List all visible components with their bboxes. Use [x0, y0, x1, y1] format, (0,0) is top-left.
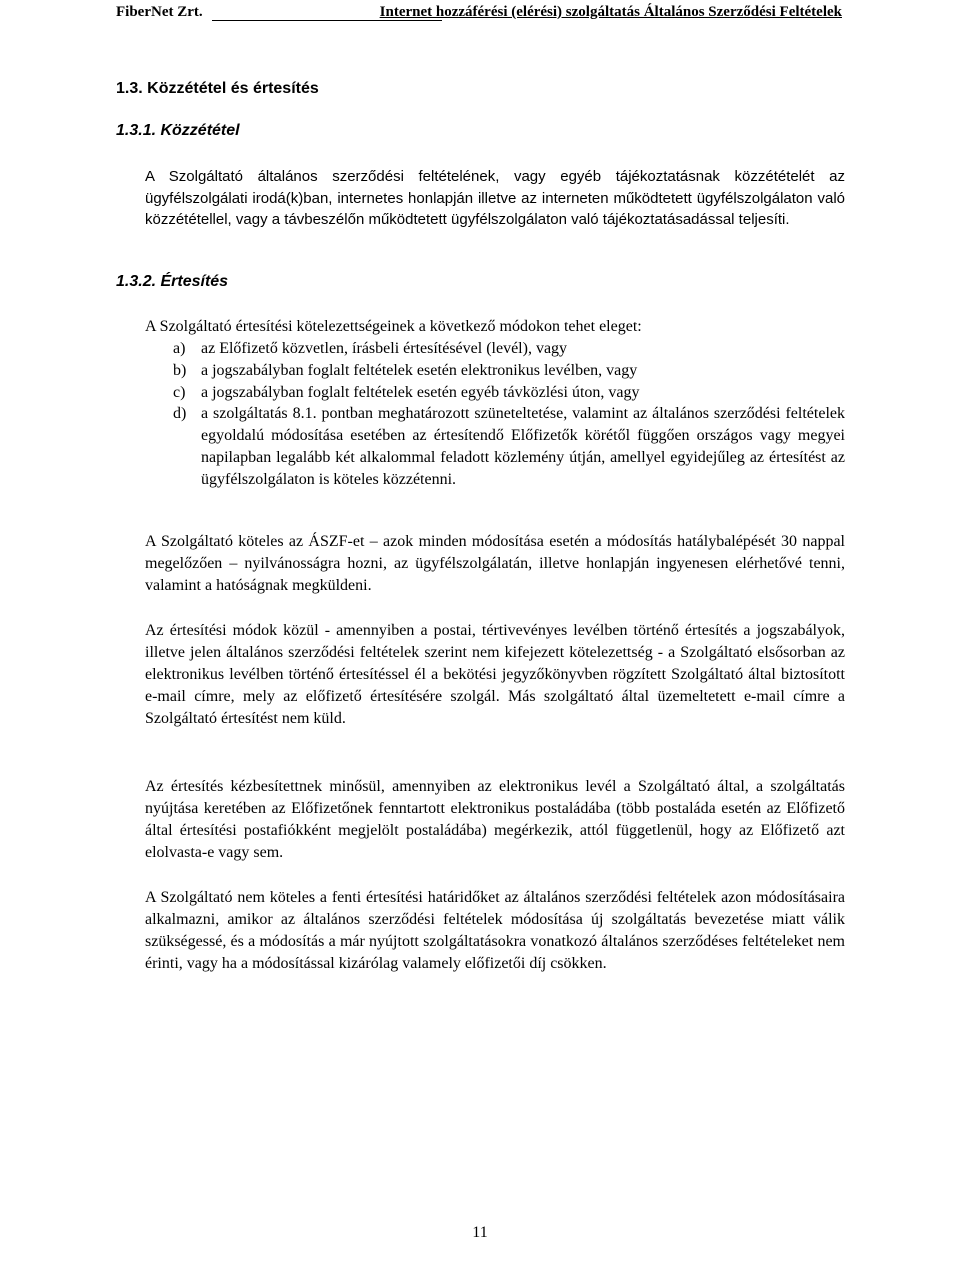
list-marker: b) [173, 361, 187, 379]
list-item-text: a jogszabályban foglalt feltételek esetén egyéb távközlési úton, vagy [201, 383, 640, 401]
list-marker: a) [173, 340, 186, 357]
notification-methods-paragraph: Az értesítési módok közül - amennyiben a postai, tértivevényes levélben történő értesítés a jogszabályok, illetve jelen általános szerződési feltételek szerint nem kifejezett kötelezettség - a Szolgáltató elsősorban az elektronikus levélben történő értesítéssel él a bekötési jegyzőkönyvben rögzített Szolgáltató által biztosított e-mail címre, mely az előfizető értesítésére szolgál. Más szolgáltató által üzemeltetett e-mail címre a Szolgáltató értesítést nem küld. [145, 622, 845, 727]
list-item-text: a jogszabályban foglalt feltételek esetén elektronikus levélben, vagy [201, 361, 638, 379]
publication-paragraph: A Szolgáltató általános szerződési feltételének, vagy egyéb tájékoztatásnak közzétételét az ügyfélszolgálati irodá(k)ban, internetes honlapján illetve az interneten működtetett ügyfélszolgálaton való közzététellel, vagy a távbeszélőn működtetett ügyfélszolgálaton való tájékoztatásadással teljesíti. [145, 168, 845, 228]
exemption-paragraph: A Szolgáltató nem köteles a fenti értesítési határidőket az általános szerződési feltételek azon módosításaira alkalmazni, amikor az általános szerződési feltételek módosítása új szolgáltatás bevezetése miatt válik szükségessé, és a módosítás a már nyújtott szolgáltatásokra vonatkozó általános szerződéses feltételeket nem érinti, vagy ha a módosítással kizárólag valamely előfizetői díj csökken. [145, 889, 845, 972]
page-header [116, 4, 842, 24]
header-company: FiberNet Zrt. [116, 4, 203, 20]
list-item [145, 360, 845, 382]
section-heading: 1.3. Közzététel és értesítés [116, 80, 319, 97]
notification-methods-list [145, 338, 845, 491]
list-item [145, 382, 845, 404]
aszf-publication-paragraph: A Szolgáltató köteles az ÁSZF-et – azok minden módosítása esetén a módosítás hatálybalépését 30 nappal megelőzően – nyilvánosságra hozni, az ügyfélszolgálatán, illetve honlapján ingyenesen elérhetővé tenni, valamint a hatóságnak megküldeni. [145, 533, 845, 594]
subsection-heading-notification: 1.3.2. Értesítés [116, 273, 229, 290]
list-marker: d) [173, 405, 187, 423]
subsection-heading-publication: 1.3.1. Közzététel [116, 122, 240, 139]
header-title: Internet hozzáférési (elérési) szolgáltatás Általános Szerződési Feltételek [379, 4, 842, 20]
list-item-text: az Előfizető közvetlen, írásbeli értesítésével (levél), vagy [201, 340, 568, 357]
list-item-text: a szolgáltatás 8.1. pontban meghatározott szüneteltetése, valamint az általános szerződési feltételek egyoldalú módosítása esetében az értesítendő Előfizetők körétől függően országos vagy megyei napilapban legalább két alkalommal feladott közlemény útján, amellyel egyidejűleg az értesítést az ügyfélszolgálaton is köteles közzétenni. [201, 405, 845, 488]
notification-intro: A Szolgáltató értesítési kötelezettségeinek a következő módokon tehet eleget: [145, 318, 642, 335]
delivery-paragraph: Az értesítés kézbesítettnek minősül, amennyiben az elektronikus levél a Szolgáltató által, a szolgáltatás nyújtása keretében az Előfizetőnek fenntartott elektronikus postaládába (több postaláda esetén az Előfizető által értesítési postafiókként megjelölt postaládába) megérkezik, attól függetlenül, hogy az Előfizető azt elolvasta-e vagy sem. [145, 778, 845, 861]
list-marker: c) [173, 383, 186, 401]
page-number: 11 [472, 1224, 488, 1241]
list-item [145, 403, 845, 490]
list-item [145, 338, 845, 360]
